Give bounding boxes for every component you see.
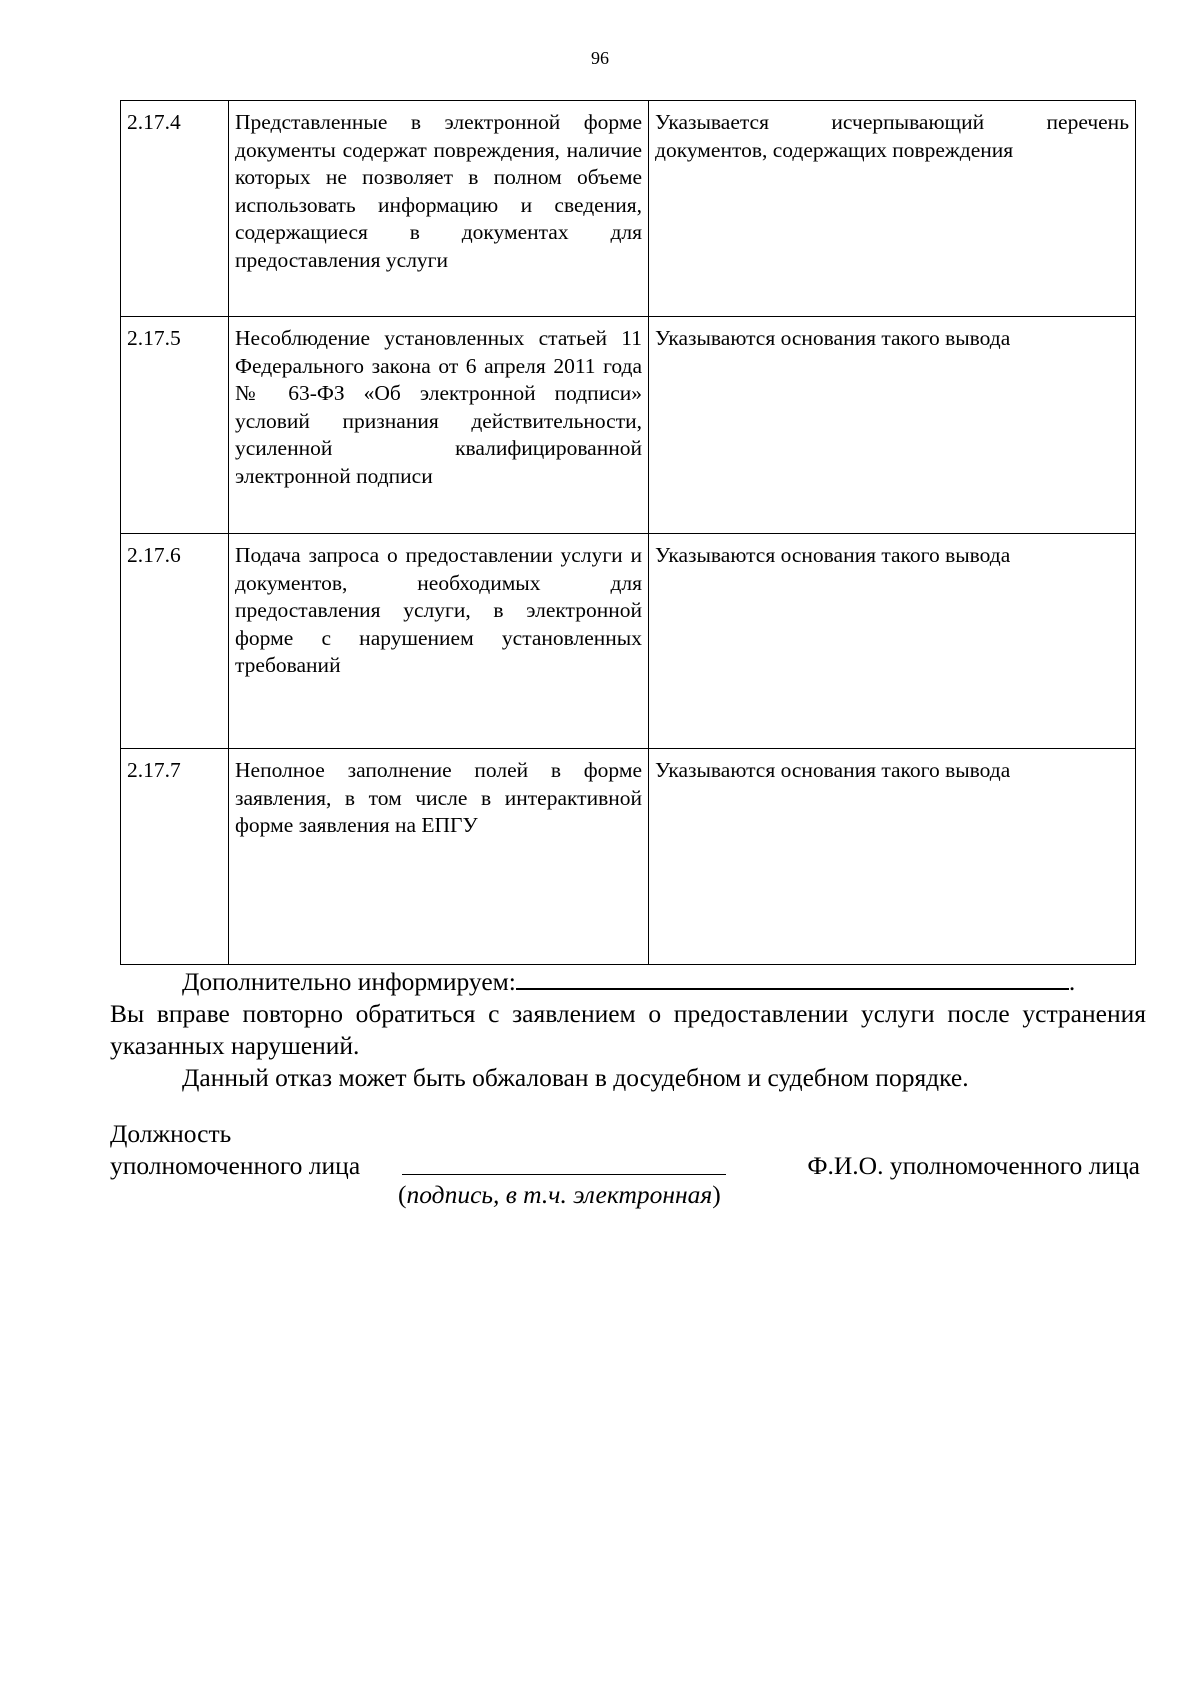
refusal-reasons-table: [120, 100, 1136, 965]
table-row: [121, 749, 1136, 965]
reason-text: Неполное заполнение полей в форме заявления, в том числе в интерактивной форме заявления на ЕПГУ: [229, 749, 649, 965]
reason-code: 2.17.5: [121, 317, 229, 534]
reason-text: Представленные в электронной форме документы содержат повреждения, наличие которых не позволяет в полном объеме использовать информацию и сведения, содержащиеся в документах для предоставления услуги: [229, 101, 649, 317]
caption-close: ): [712, 1180, 721, 1209]
position-row: [110, 1150, 1150, 1182]
reason-code: 2.17.7: [121, 749, 229, 965]
reason-code: 2.17.4: [121, 101, 229, 317]
reason-explanation: Указываются основания такого вывода: [649, 749, 1136, 965]
caption-text: подпись, в т.ч. электронная: [406, 1180, 713, 1209]
position-line-2: уполномоченного лица: [110, 1151, 361, 1180]
additional-info-paragraph: [110, 966, 1200, 998]
reason-text: Несоблюдение установленных статьей 11 Федерального закона от 6 апреля 2011 года № 63-ФЗ «Об электронной подписи» условий признания действительности, усиленной квалифицированной электронной подписи: [229, 317, 649, 534]
table-row: [121, 317, 1136, 534]
signature-block: [110, 1118, 1150, 1182]
additional-info-label: Дополнительно информируем:: [182, 967, 516, 996]
fio-label: Ф.И.О. уполномоченного лица: [807, 1151, 1140, 1180]
reason-explanation: Указывается исчерпывающий перечень документов, содержащих повреждения: [649, 101, 1136, 317]
right-to-reapply-paragraph: Вы вправе повторно обратиться с заявлением о предоставлении услуги после устранения указанных нарушений.: [110, 999, 1146, 1060]
page-number: 96: [591, 48, 609, 68]
additional-info-blank-line: [516, 968, 1069, 990]
reason-explanation: Указываются основания такого вывода: [649, 534, 1136, 749]
signature-caption: [398, 1180, 721, 1210]
appeal-note-paragraph: Данный отказ может быть обжалован в досудебном и судебном порядке.: [182, 1063, 969, 1092]
table-row: [121, 101, 1136, 317]
caption-open: (: [398, 1180, 407, 1209]
reason-explanation: Указываются основания такого вывода: [649, 317, 1136, 534]
table-row: [121, 534, 1136, 749]
position-line-1: Должность: [110, 1119, 232, 1148]
signature-blank-line: [402, 1174, 726, 1175]
reason-text: Подача запроса о предоставлении услуги и документов, необходимых для предоставления услуги, в электронной форме с нарушением установленных требований: [229, 534, 649, 749]
reason-code: 2.17.6: [121, 534, 229, 749]
additional-info-end: .: [1068, 967, 1076, 996]
